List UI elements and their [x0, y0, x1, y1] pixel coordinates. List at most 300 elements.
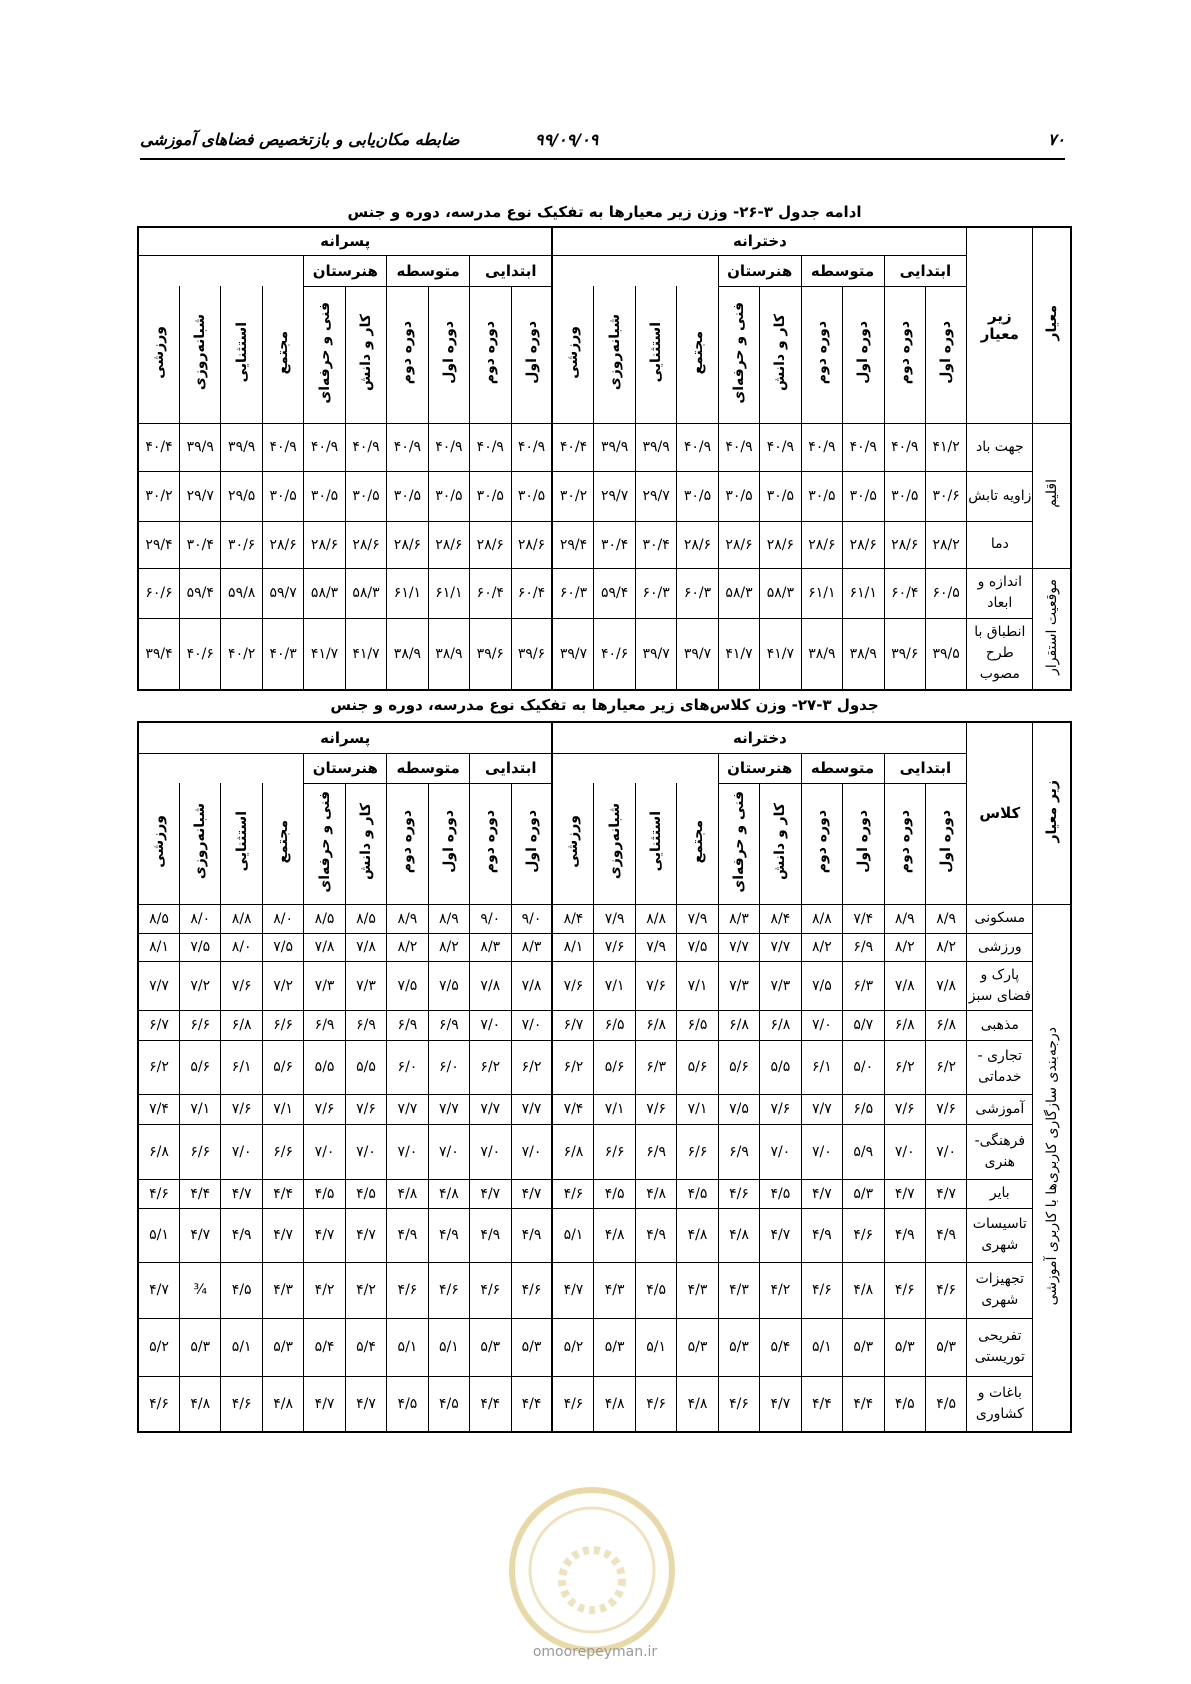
value-cell: ۴/۶: [387, 1262, 428, 1318]
sub-criterion-header: زیر معیار: [967, 227, 1033, 423]
girls-vocational-header: هنرستان: [718, 255, 801, 286]
value-cell: ۷/۱: [594, 961, 635, 1010]
table-row: [138, 423, 1071, 471]
header-title: ضابطه مکان‌یابی و بازتخصیص فضاهای آموزشی: [140, 130, 460, 149]
value-cell: ۴/۴: [843, 1376, 884, 1432]
value-cell: ۵/۳: [925, 1318, 966, 1376]
value-cell: ۲۹/۷: [180, 471, 221, 521]
value-cell: ۴/۷: [760, 1208, 801, 1262]
value-cell: ۴/۵: [221, 1262, 262, 1318]
value-cell: ۷/۸: [345, 933, 386, 961]
table-row: [138, 1262, 1071, 1318]
table1-caption: ادامه جدول ۳-۲۶- وزن زیر معیارها به تفکیک نوع مدرسه، دوره و جنس: [347, 203, 862, 221]
value-cell: ۳۹/۹: [221, 423, 262, 471]
girls-header: دخترانه: [552, 227, 966, 255]
value-cell: ۸/۵: [304, 904, 345, 933]
value-cell: ۳۹/۴: [138, 618, 180, 690]
value-cell: ۴/۸: [677, 1208, 718, 1262]
value-cell: ۳۰/۲: [552, 471, 593, 521]
value-cell: ۳۸/۹: [843, 618, 884, 690]
row-label: جهت باد: [967, 423, 1033, 471]
value-cell: ۴/۶: [718, 1179, 759, 1208]
value-cell: ۴/۶: [884, 1262, 925, 1318]
table-row: [138, 521, 1071, 568]
value-cell: ۴/۶: [925, 1262, 966, 1318]
value-cell: ۳۹/۶: [884, 618, 925, 690]
value-cell: ۵/۷: [843, 1010, 884, 1040]
girls-col-header: دوره دوم: [884, 783, 925, 904]
value-cell: ۳۰/۵: [511, 471, 552, 521]
boys-col-header: کار و دانش: [345, 286, 386, 423]
boys-col-header: شبانه‌روزی: [180, 783, 221, 904]
value-cell: ۵/۶: [718, 1040, 759, 1094]
value-cell: ۲۹/۷: [635, 471, 676, 521]
value-cell: ۸/۸: [635, 904, 676, 933]
value-cell: ۶۰/۳: [635, 568, 676, 618]
value-cell: ۵/۱: [387, 1318, 428, 1376]
value-cell: ۷/۱: [677, 961, 718, 1010]
row-label: مسکونی: [967, 904, 1033, 933]
value-cell: ۵/۳: [470, 1318, 511, 1376]
value-cell: ۶/۱: [801, 1040, 842, 1094]
value-cell: ۴/۷: [884, 1179, 925, 1208]
value-cell: ۴/۹: [428, 1208, 469, 1262]
value-cell: ۷/۰: [304, 1124, 345, 1179]
value-cell: ۹/۰: [470, 904, 511, 933]
value-cell: ۶/۹: [843, 933, 884, 961]
page-header: [140, 126, 1065, 160]
value-cell: ۶/۲: [884, 1040, 925, 1094]
value-cell: ۸/۵: [138, 904, 180, 933]
value-cell: ۶/۲: [511, 1040, 552, 1094]
value-cell: ۳۰/۵: [304, 471, 345, 521]
girls-col-header: کار و دانش: [760, 286, 801, 423]
table-row: [138, 1179, 1071, 1208]
value-cell: ۴۰/۹: [304, 423, 345, 471]
value-cell: ۴/۶: [552, 1376, 593, 1432]
value-cell: ۵/۱: [635, 1318, 676, 1376]
boys-col-header: دوره اول: [511, 783, 552, 904]
value-cell: ۶۰/۴: [470, 568, 511, 618]
boys-col-header: دوره اول: [428, 286, 469, 423]
value-cell: ۶۱/۱: [843, 568, 884, 618]
value-cell: ۷/۰: [470, 1124, 511, 1179]
value-cell: ۴/۸: [843, 1262, 884, 1318]
value-cell: ۲۸/۶: [470, 521, 511, 568]
value-cell: ۲۹/۴: [552, 521, 593, 568]
value-cell: ۴/۳: [594, 1262, 635, 1318]
value-cell: ۷/۰: [801, 1124, 842, 1179]
value-cell: ۷/۲: [262, 961, 303, 1010]
value-cell: ۷/۹: [635, 933, 676, 961]
value-cell: ۴/۵: [760, 1179, 801, 1208]
value-cell: ۵/۳: [843, 1318, 884, 1376]
value-cell: ۸/۱: [552, 933, 593, 961]
value-cell: ۷/۷: [760, 933, 801, 961]
value-cell: ۶/۸: [138, 1124, 180, 1179]
value-cell: ۳۰/۵: [760, 471, 801, 521]
girls-col-header: ورزشی: [552, 286, 593, 423]
row-label: مذهبی: [967, 1010, 1033, 1040]
value-cell: ۴۱/۷: [760, 618, 801, 690]
boys-secondary-header: متوسطه: [387, 753, 470, 783]
value-cell: ۶/۲: [925, 1040, 966, 1094]
value-cell: ۷/۶: [221, 1094, 262, 1124]
value-cell: ۶/۰: [428, 1040, 469, 1094]
value-cell: ۳۰/۲: [138, 471, 180, 521]
boys-secondary-header: متوسطه: [387, 255, 470, 286]
value-cell: ۵۸/۳: [718, 568, 759, 618]
value-cell: ۴/۵: [387, 1376, 428, 1432]
value-cell: ۲۸/۶: [345, 521, 386, 568]
value-cell: ۲۸/۲: [925, 521, 966, 568]
value-cell: ۶/۶: [180, 1010, 221, 1040]
boys-col-header: مجتمع: [262, 286, 303, 423]
value-cell: ۸/۸: [801, 904, 842, 933]
value-cell: ۹/۰: [511, 904, 552, 933]
value-cell: ۷/۵: [718, 1094, 759, 1124]
value-cell: ۴۰/۹: [677, 423, 718, 471]
girls-col-header: فنی و حرفه‌ای: [718, 286, 759, 423]
value-cell: ۷/۷: [138, 961, 180, 1010]
boys-col-header: فنی و حرفه‌ای: [304, 783, 345, 904]
girls-col-header: مجتمع: [677, 286, 718, 423]
value-cell: ۸/۹: [387, 904, 428, 933]
value-cell: ۴/۴: [262, 1179, 303, 1208]
value-cell: ۷/۵: [387, 961, 428, 1010]
boys-col-header: استثنایی: [221, 783, 262, 904]
value-cell: ۶/۲: [470, 1040, 511, 1094]
value-cell: ۲۸/۶: [843, 521, 884, 568]
value-cell: ۵/۳: [594, 1318, 635, 1376]
value-cell: ۷/۷: [718, 933, 759, 961]
value-cell: ۵۸/۳: [760, 568, 801, 618]
value-cell: ۴/۷: [138, 1262, 180, 1318]
value-cell: ۷/۷: [470, 1094, 511, 1124]
value-cell: ۶۰/۳: [677, 568, 718, 618]
value-cell: ۷/۷: [428, 1094, 469, 1124]
value-cell: ۴۰/۹: [262, 423, 303, 471]
value-cell: ۷/۳: [304, 961, 345, 1010]
value-cell: ۴/۵: [925, 1376, 966, 1432]
value-cell: ۴/۸: [387, 1179, 428, 1208]
value-cell: ۸/۳: [470, 933, 511, 961]
boys-header: پسرانه: [138, 227, 552, 255]
value-cell: ۳۰/۴: [180, 521, 221, 568]
value-cell: ۷/۴: [552, 1094, 593, 1124]
value-cell: ۸/۲: [387, 933, 428, 961]
value-cell: ۶/۳: [635, 1040, 676, 1094]
value-cell: ۶/۶: [262, 1010, 303, 1040]
value-cell: ۷/۶: [304, 1094, 345, 1124]
value-cell: ۴۰/۶: [594, 618, 635, 690]
value-cell: ۴۰/۹: [345, 423, 386, 471]
value-cell: ۴/۷: [304, 1376, 345, 1432]
value-cell: ۸/۱: [138, 933, 180, 961]
value-cell: ۶/۲: [138, 1040, 180, 1094]
boys-col-header: کار و دانش: [345, 783, 386, 904]
value-cell: ۲۹/۷: [594, 471, 635, 521]
value-cell: ۵/۳: [511, 1318, 552, 1376]
watermark-text: omoorepeyman.ir: [532, 1644, 658, 1660]
value-cell: ۴۰/۹: [511, 423, 552, 471]
value-cell: ۴/۶: [138, 1179, 180, 1208]
value-cell: ۵/۳: [262, 1318, 303, 1376]
value-cell: ۵۹/۴: [180, 568, 221, 618]
row-label: زاویه تابش: [967, 471, 1033, 521]
value-cell: ۸/۲: [801, 933, 842, 961]
table-row: [138, 1376, 1071, 1432]
value-cell: ۲۹/۵: [221, 471, 262, 521]
value-cell: ۷/۸: [884, 961, 925, 1010]
girls-col-header: دوره اول: [843, 783, 884, 904]
value-cell: ۸/۹: [925, 904, 966, 933]
value-cell: ۴/۷: [925, 1179, 966, 1208]
value-cell: ۳۹/۷: [552, 618, 593, 690]
value-cell: ۳۰/۵: [387, 471, 428, 521]
value-cell: ۶/۹: [635, 1124, 676, 1179]
table-row: [138, 1094, 1071, 1124]
value-cell: ۴/۶: [138, 1376, 180, 1432]
value-cell: ۷/۸: [511, 961, 552, 1010]
row-label: انطباق با طرح مصوب: [967, 618, 1033, 690]
row-label: فرهنگی- هنری: [967, 1124, 1033, 1179]
value-cell: ۵/۳: [843, 1179, 884, 1208]
value-cell: ۴/۲: [760, 1262, 801, 1318]
row-label: باغات و کشاوری: [967, 1376, 1033, 1432]
value-cell: ۴/۷: [511, 1179, 552, 1208]
value-cell: ۵/۴: [760, 1318, 801, 1376]
value-cell: ۴/۶: [511, 1262, 552, 1318]
girls-col-header: دوره اول: [843, 286, 884, 423]
boys-col-header: دوره دوم: [470, 286, 511, 423]
value-cell: ۴/۸: [677, 1376, 718, 1432]
boys-col-header: فنی و حرفه‌ای: [304, 286, 345, 423]
value-cell: ۷/۱: [180, 1094, 221, 1124]
girls-col-header: شبانه‌روزی: [594, 286, 635, 423]
girls-col-header: ورزشی: [552, 783, 593, 904]
value-cell: ۷/۶: [635, 961, 676, 1010]
value-cell: ۷/۰: [884, 1124, 925, 1179]
value-cell: ۵/۳: [718, 1318, 759, 1376]
value-cell: ۴/۸: [180, 1376, 221, 1432]
girls-col-header: فنی و حرفه‌ای: [718, 783, 759, 904]
value-cell: ۴/۷: [470, 1179, 511, 1208]
boys-col-header: دوره دوم: [470, 783, 511, 904]
value-cell: ۶۱/۱: [801, 568, 842, 618]
value-cell: ۴/۹: [387, 1208, 428, 1262]
value-cell: ۲۸/۶: [511, 521, 552, 568]
boys-vocational-header: هنرستان: [304, 255, 387, 286]
value-cell: ۷/۰: [511, 1124, 552, 1179]
value-cell: ۷/۷: [387, 1094, 428, 1124]
value-cell: ۵۸/۳: [345, 568, 386, 618]
value-cell: ۳۰/۶: [221, 521, 262, 568]
value-cell: ۳۹/۹: [635, 423, 676, 471]
value-cell: ۷/۳: [760, 961, 801, 1010]
value-cell: ۴/۷: [221, 1179, 262, 1208]
value-cell: ۶/۵: [594, 1010, 635, 1040]
value-cell: ۶/۶: [594, 1124, 635, 1179]
value-cell: ۴۱/۷: [718, 618, 759, 690]
value-cell: ۳۰/۵: [718, 471, 759, 521]
value-cell: ۶/۶: [180, 1124, 221, 1179]
value-cell: ۵/۶: [677, 1040, 718, 1094]
value-cell: ۷/۶: [635, 1094, 676, 1124]
value-cell: ۴/۷: [304, 1208, 345, 1262]
boys-vocational-header: هنرستان: [304, 753, 387, 783]
value-cell: ۴/۵: [677, 1179, 718, 1208]
value-cell: ۸/۳: [718, 904, 759, 933]
value-cell: ۴/۸: [594, 1208, 635, 1262]
value-cell: ۲۸/۶: [801, 521, 842, 568]
value-cell: ۴۰/۹: [843, 423, 884, 471]
value-cell: ۳۰/۵: [677, 471, 718, 521]
value-cell: ۴/۸: [718, 1208, 759, 1262]
boys-col-header: استثنایی: [221, 286, 262, 423]
value-cell: ۷/۶: [552, 961, 593, 1010]
value-cell: ۷/۰: [760, 1124, 801, 1179]
value-cell: ۴/۵: [635, 1262, 676, 1318]
girls-secondary-header: متوسطه: [801, 255, 884, 286]
value-cell: ۲۸/۶: [387, 521, 428, 568]
value-cell: ۴/۷: [345, 1376, 386, 1432]
value-cell: ۵/۵: [760, 1040, 801, 1094]
girls-other-header: [552, 255, 718, 286]
value-cell: ۷/۶: [221, 961, 262, 1010]
value-cell: ۷/۰: [470, 1010, 511, 1040]
value-cell: ۵۸/۳: [304, 568, 345, 618]
value-cell: ۴/۹: [511, 1208, 552, 1262]
value-cell: ۴۰/۶: [180, 618, 221, 690]
value-cell: ۶/۸: [925, 1010, 966, 1040]
value-cell: ۶/۲: [552, 1040, 593, 1094]
value-cell: ۸/۲: [884, 933, 925, 961]
value-cell: ۵/۵: [304, 1040, 345, 1094]
value-cell: ۵/۰: [843, 1040, 884, 1094]
value-cell: ۷/۳: [718, 961, 759, 1010]
criterion-header: معیار: [1033, 227, 1071, 423]
value-cell: ۴/۸: [594, 1376, 635, 1432]
watermark-logo: [492, 1470, 692, 1670]
value-cell: ۷/۱: [677, 1094, 718, 1124]
girls-other-header: [552, 753, 718, 783]
value-cell: ۳۸/۹: [428, 618, 469, 690]
boys-col-header: مجتمع: [262, 783, 303, 904]
row-label: تاسیسات شهری: [967, 1208, 1033, 1262]
criterion-header: زیر معیار: [1033, 722, 1071, 904]
value-cell: ۴/۴: [801, 1376, 842, 1432]
value-cell: ۵/۹: [843, 1124, 884, 1179]
value-cell: ۳۰/۵: [801, 471, 842, 521]
value-cell: ۴/۷: [552, 1262, 593, 1318]
value-cell: ۶/۸: [760, 1010, 801, 1040]
value-cell: ۷/۵: [677, 933, 718, 961]
girls-col-header: شبانه‌روزی: [594, 783, 635, 904]
value-cell: ۵/۴: [304, 1318, 345, 1376]
table-row: [138, 933, 1071, 961]
row-label: آموزشی: [967, 1094, 1033, 1124]
value-cell: ۴/۹: [884, 1208, 925, 1262]
value-cell: ۶/۸: [884, 1010, 925, 1040]
row-label: پارک و فضای سبز: [967, 961, 1033, 1010]
value-cell: ۶۱/۱: [428, 568, 469, 618]
value-cell: ۶/۷: [138, 1010, 180, 1040]
value-cell: ۳۰/۵: [345, 471, 386, 521]
value-cell: ۷/۰: [221, 1124, 262, 1179]
value-cell: ۷/۶: [925, 1094, 966, 1124]
value-cell: ۳۰/۴: [594, 521, 635, 568]
value-cell: ۷/۴: [138, 1094, 180, 1124]
value-cell: ۷/۰: [925, 1124, 966, 1179]
girls-col-header: دوره دوم: [801, 286, 842, 423]
value-cell: ۳۰/۵: [470, 471, 511, 521]
value-cell: ۴/۶: [470, 1262, 511, 1318]
value-cell: ۲۸/۶: [262, 521, 303, 568]
value-cell: ۴۰/۹: [884, 423, 925, 471]
criterion-group: اقلیم: [1033, 423, 1071, 568]
value-cell: ۴/۶: [428, 1262, 469, 1318]
table-row: [138, 471, 1071, 521]
value-cell: ۴/۶: [801, 1262, 842, 1318]
value-cell: ۴/۸: [428, 1179, 469, 1208]
value-cell: ۷/۱: [594, 1094, 635, 1124]
value-cell: ۴/۶: [221, 1376, 262, 1432]
boys-col-header: دوره اول: [428, 783, 469, 904]
value-cell: ۵/۶: [180, 1040, 221, 1094]
girls-col-header: دوره اول: [925, 286, 966, 423]
value-cell: ۳۰/۵: [843, 471, 884, 521]
value-cell: ۴۰/۹: [801, 423, 842, 471]
value-cell: ۴/۴: [180, 1179, 221, 1208]
value-cell: ۴/۵: [594, 1179, 635, 1208]
value-cell: ۴۰/۹: [428, 423, 469, 471]
value-cell: ۶۰/۴: [884, 568, 925, 618]
value-cell: ۷/۰: [801, 1010, 842, 1040]
value-cell: ۸/۳: [511, 933, 552, 961]
value-cell: ۴/۹: [635, 1208, 676, 1262]
girls-col-header: مجتمع: [677, 783, 718, 904]
girls-primary-header: ابتدایی: [884, 753, 967, 783]
value-cell: ۴/۸: [635, 1179, 676, 1208]
value-cell: ۵/۱: [428, 1318, 469, 1376]
girls-primary-header: ابتدایی: [884, 255, 967, 286]
value-cell: ۶/۸: [718, 1010, 759, 1040]
boys-col-header: ورزشی: [138, 783, 180, 904]
value-cell: ۵۹/۴: [594, 568, 635, 618]
value-cell: ۵/۶: [594, 1040, 635, 1094]
value-cell: ۳۹/۹: [180, 423, 221, 471]
value-cell: ۴/۴: [470, 1376, 511, 1432]
value-cell: ۲۹/۴: [138, 521, 180, 568]
value-cell: ۷/۰: [428, 1124, 469, 1179]
boys-col-header: دوره دوم: [387, 783, 428, 904]
value-cell: ۶/۶: [677, 1124, 718, 1179]
value-cell: ۷/۸: [925, 961, 966, 1010]
value-cell: ۴/۷: [180, 1208, 221, 1262]
value-cell: ۶/۰: [387, 1040, 428, 1094]
value-cell: ۷/۶: [594, 933, 635, 961]
value-cell: ۸/۲: [428, 933, 469, 961]
value-cell: ۳۹/۹: [594, 423, 635, 471]
value-cell: ۷/۲: [180, 961, 221, 1010]
criterion-group: درجه‌بندی سازگاری کاربری‌ها با کاربری آموزشی: [1033, 904, 1071, 1432]
girls-col-header: دوره دوم: [884, 286, 925, 423]
value-cell: ۴۰/۹: [760, 423, 801, 471]
value-cell: ۶/۹: [387, 1010, 428, 1040]
value-cell: ۶/۹: [428, 1010, 469, 1040]
table1: [137, 226, 1072, 691]
